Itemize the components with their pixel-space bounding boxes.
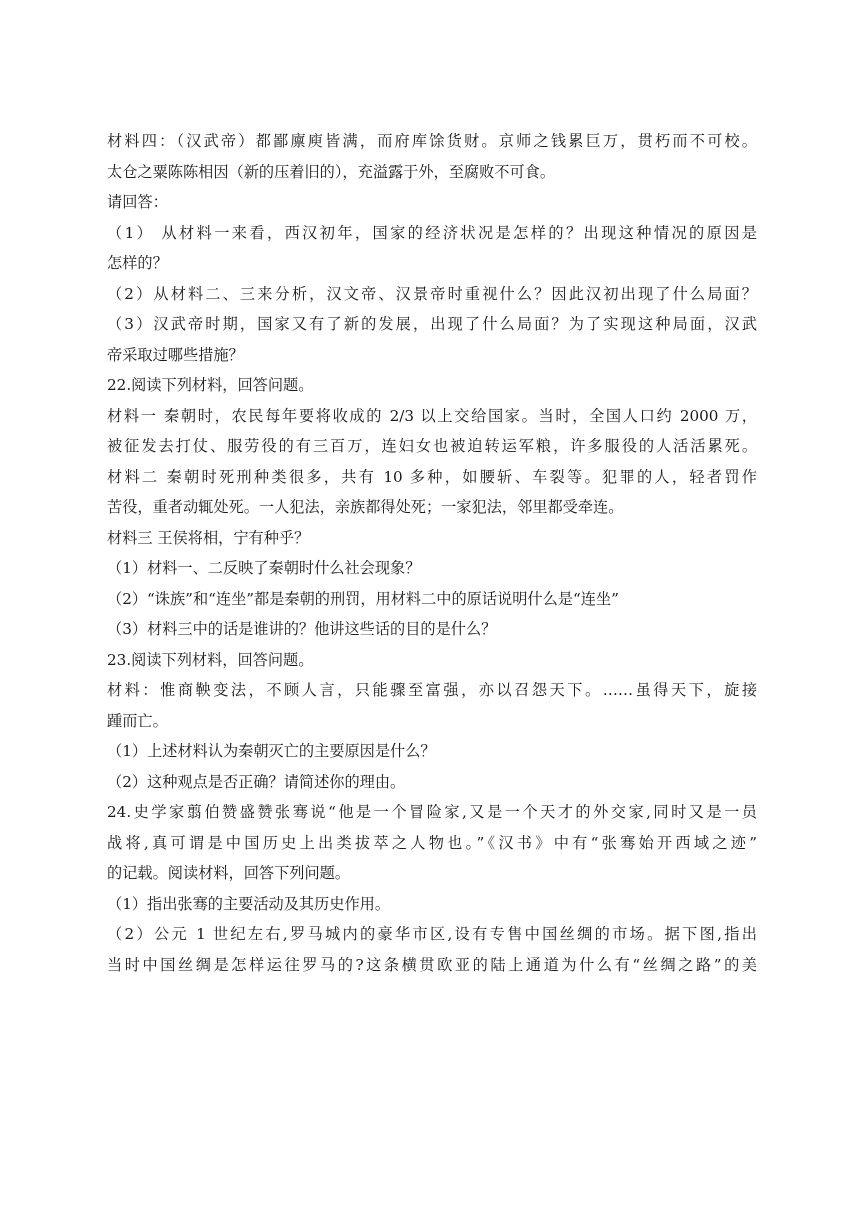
text-line: 材料三 王侯将相，宁有种乎？: [107, 528, 310, 547]
text-line: （1）上述材料认为秦朝灭亡的主要原因是什么？: [107, 742, 436, 760]
text-line: 苦役，重者动辄处死。一人犯法，亲族都得处死；一家犯法，邻里都受牵连。: [107, 498, 624, 516]
text-line: 帝采取过哪些措施？: [107, 345, 244, 364]
question-heading: 23.阅读下列材料，回答问题。: [107, 650, 314, 669]
text-line: （2）这种观点是否正确？请简述你的理由。: [107, 772, 406, 791]
text-line: （3）材料三中的话是谁讲的？他讲这些话的目的是什么？: [107, 620, 497, 638]
text-line: （1）材料一、二反映了秦朝时什么社会现象？: [107, 559, 421, 577]
text-line: （1） 从材料一来看，西汉初年，国家的经济状况是怎样的？出现这种情况的原因是: [107, 223, 757, 242]
text-line: （2）公元 1 世纪左右,罗马城内的豪华市区,设有专售中国丝绸的市场。据下图,指出: [107, 925, 757, 943]
text-line: 踵而亡。: [107, 711, 168, 730]
text-line: （3）汉武帝时期，国家又有了新的发展，出现了什么局面？为了实现这种局面，汉武: [107, 315, 757, 333]
text-line: 太仓之粟陈陈相因（新的压着旧的），充溢露于外，至腐败不可食。: [107, 162, 556, 181]
document-page: [107, 126, 757, 980]
text-line: 材料二 秦朝时死刑种类很多，共有 10 多种，如腰斩、车裂等。犯罪的人，轻者罚作: [107, 467, 757, 486]
text-line: 怎样的？: [107, 254, 168, 272]
text-line: 材料四：（汉武帝）都鄙廪庾皆满，而府库馀货财。京师之钱累巨万，贯朽而不可校。: [107, 132, 757, 150]
question-heading: 22.阅读下列材料，回答问题。: [107, 376, 314, 394]
question-heading: 24.史学家翦伯赞盛赞张骞说“他是一个冒险家,又是一个天才的外交家,同时又是一员: [107, 803, 757, 821]
text-line: （2）从材料二、三来分析，汉文帝、汉景帝时重视什么？因此汉初出现了什么局面？: [107, 284, 757, 303]
text-line: 材料一 秦朝时，农民每年要将收成的 2/3 以上交给国家。当时，全国人口约 2000 万，: [107, 406, 757, 425]
text-line: 被征发去打仗、服劳役的有三百万，连妇女也被迫转运军粮，许多服役的人活活累死。: [107, 437, 757, 455]
text-line: （2）“诛族”和“连坐”都是秦朝的刑罚，用材料二中的原话说明什么是“连坐”: [107, 589, 619, 608]
text-line: 材料：惟商鞅变法，不顾人言，只能骤至富强，亦以召怨天下。……虽得天下，旋接: [107, 681, 757, 699]
text-line: 战将,真可谓是中国历史上出类拔萃之人物也。”《汉书》中有“张骞始开西域之迹”: [107, 833, 757, 852]
text-line: 请回答：: [107, 193, 168, 211]
text-line: 的记载。阅读材料，回答下列问题。: [107, 864, 350, 882]
text-line: 当时中国丝绸是怎样运往罗马的?这条横贯欧亚的陆上通道为什么有“丝绸之路”的美: [107, 955, 757, 974]
text-line: （1）指出张骞的主要活动及其历史作用。: [107, 894, 391, 913]
